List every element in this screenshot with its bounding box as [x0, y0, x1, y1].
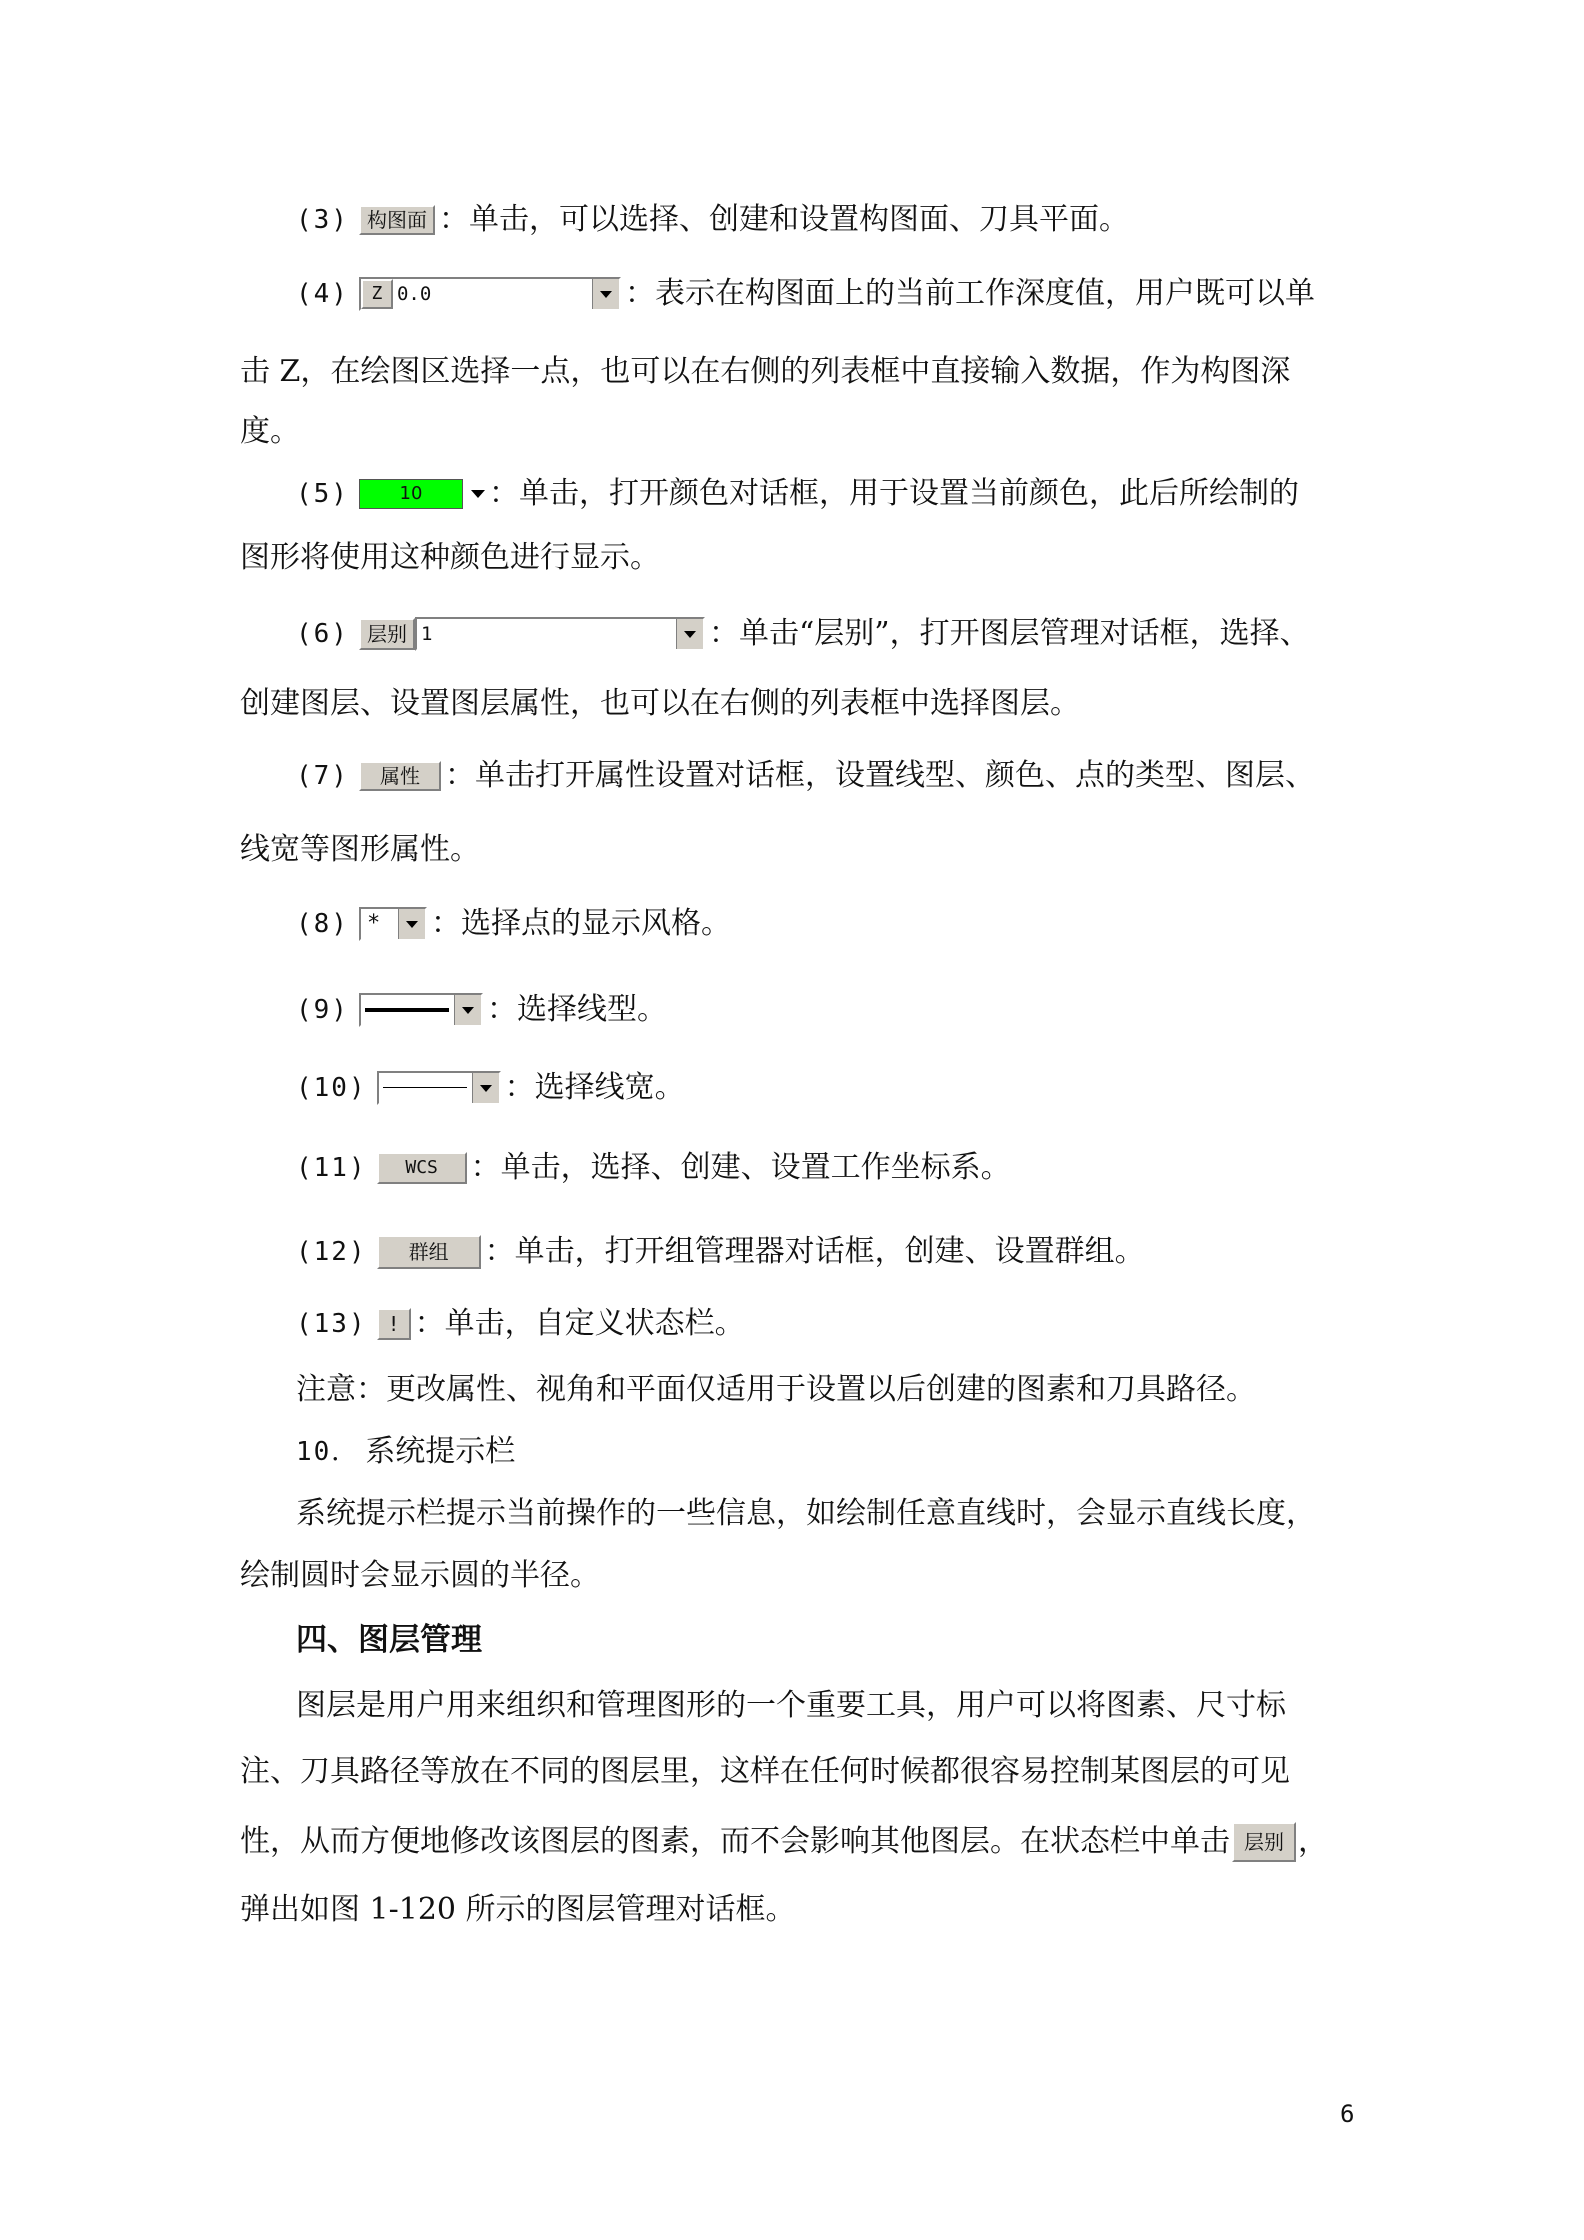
paragraph: 图层是用户用来组织和管理图形的一个重要工具，用户可以将图素、尺寸标 [296, 1688, 1286, 1723]
paragraph-text: 性，从而方便地修改该图层的图素，而不会影响其他图层。在状态栏中单击 [240, 1824, 1230, 1859]
point-style-combo[interactable] [359, 907, 427, 941]
item-4-continued: 击 Z，在绘图区选择一点，也可以在右侧的列表框中直接输入数据，作为构图深 [240, 354, 1291, 389]
section-heading: 四、图层管理 [296, 1622, 482, 1658]
wcs-button[interactable] [377, 1152, 467, 1184]
item-7-continued: 线宽等图形属性。 [240, 832, 480, 867]
attributes-button[interactable] [359, 761, 441, 791]
item-number: (10) [296, 1073, 367, 1103]
item-4 [296, 274, 1406, 314]
chevron-down-icon[interactable] [471, 490, 485, 498]
layer-button[interactable]: 层别 [359, 618, 415, 650]
item-13 [296, 1304, 1406, 1344]
item-text: ：单击打开属性设置对话框，设置线型、颜色、点的类型、图层、 [444, 758, 1315, 793]
item-6-continued: 创建图层、设置图层属性，也可以在右侧的列表框中选择图层。 [240, 686, 1080, 721]
item-5 [296, 474, 1406, 514]
paragraph: 注、刀具路径等放在不同的图层里，这样在任何时候都很容易控制某图层的可见 [240, 1754, 1290, 1789]
item-number: (3) [296, 205, 349, 235]
item-7 [296, 756, 1406, 796]
item-number: (6) [296, 619, 349, 649]
color-picker-button[interactable] [359, 479, 485, 509]
item-number: (13) [296, 1309, 367, 1339]
item-8 [296, 904, 1406, 944]
chevron-down-icon[interactable] [472, 1073, 499, 1103]
layer-select-value: 1 [420, 623, 433, 645]
customize-status-bar-button[interactable] [377, 1308, 411, 1340]
z-depth-combo[interactable] [359, 277, 621, 311]
item-text: ：选择线宽。 [504, 1070, 685, 1105]
item-text: ：单击，打开颜色对话框，用于设置当前颜色，此后所绘制的 [488, 476, 1299, 511]
page-number: 6 [1340, 2100, 1355, 2128]
item-text: ：选择点的显示风格。 [430, 906, 731, 941]
chevron-down-icon[interactable] [592, 279, 619, 309]
z-depth-value: 0.0 [396, 283, 432, 305]
item-10 [296, 1068, 1406, 1108]
z-button[interactable]: Z [361, 279, 393, 309]
item-number: (7) [296, 761, 349, 791]
item-9 [296, 990, 1406, 1030]
line-width-preview [383, 1087, 467, 1088]
group-button[interactable] [377, 1235, 481, 1269]
item-number: (8) [296, 909, 349, 939]
section-heading [296, 1432, 1406, 1472]
item-number: (4) [296, 279, 349, 309]
item-text: ：选择线型。 [486, 992, 667, 1027]
chevron-down-icon[interactable] [454, 995, 481, 1025]
item-number: (9) [296, 995, 349, 1025]
item-5-continued: 图形将使用这种颜色进行显示。 [240, 540, 660, 575]
button-label: ! [377, 1308, 411, 1340]
button-label: 群组 [377, 1235, 481, 1269]
paragraph: 绘制圆时会显示圆的半径。 [240, 1558, 600, 1593]
note: 注意：更改属性、视角和平面仅适用于设置以后创建的图素和刀具路径。 [296, 1372, 1256, 1407]
color-swatch: 10 [359, 479, 463, 509]
layer-button-inline[interactable] [1232, 1822, 1296, 1862]
section-number: 10． [296, 1437, 360, 1467]
paragraph-text: ， [1298, 1824, 1328, 1859]
construction-plane-button[interactable] [359, 205, 435, 235]
item-11 [296, 1148, 1406, 1188]
paragraph [240, 1822, 1350, 1862]
button-label: 层别 [1232, 1822, 1296, 1862]
item-3 [296, 200, 1406, 240]
paragraph: 弹出如图 1-120 所示的图层管理对话框。 [240, 1892, 796, 1927]
chevron-down-icon[interactable] [398, 909, 425, 939]
point-style-value: * [366, 911, 381, 936]
button-label: 属性 [359, 761, 441, 791]
button-label: 构图面 [359, 205, 435, 235]
section-title: 系统提示栏 [365, 1434, 516, 1469]
item-text: ：单击，选择、创建、设置工作坐标系。 [470, 1150, 1011, 1185]
item-text: ：单击，可以选择、创建和设置构图面、刀具平面。 [438, 202, 1129, 237]
line-style-combo[interactable] [359, 993, 483, 1027]
item-text: ：单击“层别”，打开图层管理对话框，选择、 [708, 616, 1310, 651]
item-text: ：单击，打开组管理器对话框，创建、设置群组。 [484, 1234, 1145, 1269]
item-12 [296, 1232, 1406, 1272]
item-number: (12) [296, 1237, 367, 1267]
chevron-down-icon[interactable] [676, 619, 703, 649]
line-style-preview [365, 1008, 449, 1012]
layer-select[interactable] [415, 617, 705, 651]
line-width-combo[interactable] [377, 1071, 501, 1105]
layer-control [359, 617, 705, 651]
item-number: (5) [296, 479, 349, 509]
item-text: ：表示在构图面上的当前工作深度值，用户既可以单 [624, 276, 1315, 311]
button-label: WCS [377, 1152, 467, 1184]
item-4-continued: 度。 [240, 414, 300, 449]
item-number: (11) [296, 1153, 367, 1183]
item-6 [296, 614, 1406, 654]
item-text: ：单击，自定义状态栏。 [414, 1306, 745, 1341]
paragraph: 系统提示栏提示当前操作的一些信息，如绘制任意直线时，会显示直线长度， [296, 1496, 1316, 1531]
